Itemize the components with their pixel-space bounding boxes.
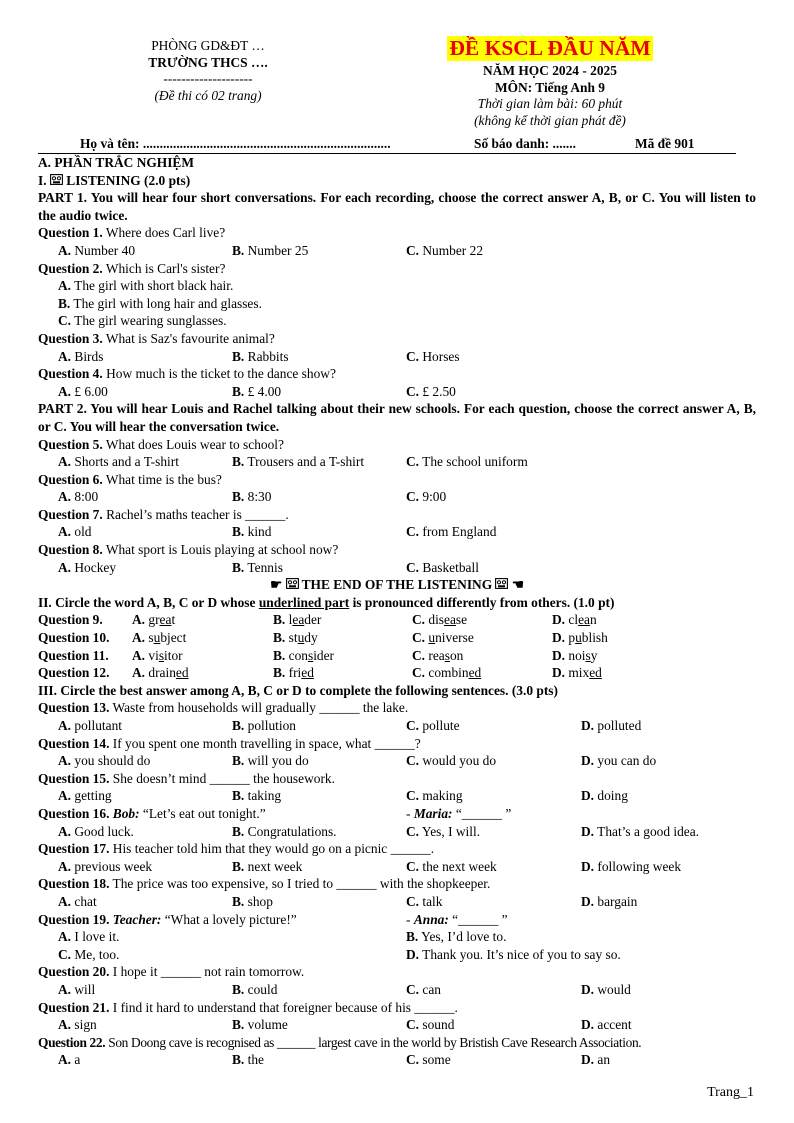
option-c: C. universe [412, 630, 474, 646]
option-d: D. accent [581, 1017, 632, 1033]
page-count-note: (Đề thi có 02 trang) [154, 87, 262, 103]
options-16 [38, 823, 756, 841]
option-b: B. consider [273, 647, 335, 663]
option-c: C. from England [406, 524, 497, 540]
question-1: Question 1. Where does Carl live? [38, 225, 226, 241]
header-left [118, 38, 298, 104]
option-b: B. volume [232, 1017, 288, 1033]
option-b: B. Tennis [232, 559, 283, 575]
question-6: Question 6. What time is the bus? [38, 471, 222, 487]
option-c: C. some [406, 1052, 451, 1068]
question-20: Question 20. I hope it ______ not rain tomorrow. [38, 964, 305, 980]
options-14 [38, 752, 756, 770]
option-c: C. Yes, I will. [406, 823, 481, 839]
option-b: B. £ 4.00 [232, 383, 282, 399]
options-18 [38, 893, 756, 911]
school-name: TRƯỜNG THCS …. [148, 54, 268, 70]
options-6 [38, 488, 756, 506]
question-4: Question 4. How much is the ticket to the dance show? [38, 366, 336, 382]
question-19: Question 19. Teacher: “What a lovely picture!” - Anna: “______ ” [38, 911, 508, 927]
section-a-heading: A. PHẦN TRẮC NGHIỆM [38, 155, 194, 170]
options-8 [38, 559, 756, 577]
option-c: C. combined [412, 665, 482, 681]
student-info-line [38, 135, 736, 154]
options-1 [38, 242, 756, 260]
department: PHÒNG GD&ĐT … [151, 38, 265, 53]
question-11: Question 11. A. visitor B. consider C. reason D. noisy [38, 647, 598, 663]
option-b: B. kind [232, 524, 272, 540]
option-d: D. clean [552, 612, 597, 628]
option-c: C. pollute [406, 718, 460, 733]
option-c: C. £ 2.50 [406, 383, 456, 399]
option-b: B. taking [232, 788, 282, 804]
options-4 [38, 383, 756, 401]
name-field: Họ và tên: .......................................................................... [80, 136, 391, 151]
question-16: Question 16. Bob: “Let’s eat out tonight.” - Maria: “______ ” [38, 805, 512, 821]
option-c: C. disease [412, 612, 468, 628]
option-b: B. Number 25 [232, 242, 309, 258]
option-d: D. Thank you. It’s nice of you to say so. [406, 946, 621, 962]
option-a: A. £ 6.00 [58, 383, 108, 399]
option-d: D. doing [581, 788, 628, 804]
option-a: A. getting [58, 788, 112, 804]
option-a: A. pollutant [58, 718, 122, 733]
option-a: A. subject [132, 630, 187, 646]
question-3: Question 3. What is Saz's favourite animal? [38, 330, 275, 346]
option-d: D. mixed [552, 665, 602, 681]
option-d: D. That’s a good idea. [581, 823, 700, 839]
option-c: C. the next week [406, 858, 497, 874]
option-d: D. following week [581, 858, 682, 874]
question-13: Question 13. Waste from households will gradually ______ the lake. [38, 700, 409, 716]
option-a: A. The girl with short black hair. [58, 278, 234, 294]
option-b: B. shop [232, 893, 273, 909]
option-c: C. talk [406, 893, 443, 909]
question-18: Question 18. The price was too expensive, so I tried to ______ with the shopkeeper. [38, 876, 491, 892]
question-17: Question 17. His teacher told him that they would go on a picnic ______. [38, 841, 435, 857]
option-a: A. drained [132, 665, 189, 681]
options-19-ab [38, 928, 756, 946]
time-limit: Thời gian làm bài: 60 phút [477, 96, 623, 111]
option-b: B. the [232, 1052, 264, 1068]
question-15: Question 15. She doesn’t mind ______ the housework. [38, 770, 335, 786]
question-9: Question 9. A. great B. leader C. disease D. clean [38, 612, 597, 628]
option-a: A. Good luck. [58, 823, 134, 839]
option-a: A. Birds [58, 348, 104, 364]
option-c: C. Basketball [406, 559, 479, 575]
exam-title: ĐỀ KSCL ĐẦU NĂM [449, 36, 651, 60]
options-13 [38, 717, 756, 735]
option-b: B. could [232, 981, 278, 997]
options-5 [38, 453, 756, 471]
section-3-heading: III. Circle the best answer among A, B, C or D to complete the following sentences. (3.0 pts) [38, 682, 558, 698]
options-7 [38, 523, 756, 541]
header-right [430, 36, 670, 129]
option-b: B. Yes, I’d love to. [406, 929, 507, 945]
option-a: A. you should do [58, 753, 151, 769]
option-d: D. publish [552, 630, 608, 646]
option-b: B. pollution [232, 718, 296, 733]
option-a: A. Shorts and a T-shirt [58, 454, 179, 470]
option-b: B. 8:30 [232, 489, 272, 505]
option-d: D. noisy [552, 647, 598, 663]
option-b: B. Trousers and a T-shirt [232, 454, 365, 470]
candidate-number-field: Số báo danh: ....... [474, 136, 576, 151]
listening-heading: I. LISTENING (2.0 pts) [38, 172, 191, 188]
question-8: Question 8. What sport is Louis playing at school now? [38, 542, 339, 558]
cassette-icon [50, 172, 63, 190]
question-12: Question 12. A. drained B. fried C. combined D. mixed [38, 665, 602, 681]
question-21: Question 21. I find it hard to understand that foreigner because of his ______. [38, 999, 458, 1015]
option-c: C. 9:00 [406, 489, 447, 505]
option-d: D. you can do [581, 753, 657, 769]
option-b: B. Rabbits [232, 348, 289, 364]
option-b: B. will you do [232, 753, 309, 769]
part1-instructions: PART 1. You will hear four short conversations. For each recording, choose the correct answer A, B, or C. You will listen to the audio twice. [38, 190, 756, 223]
option-c: C. can [406, 981, 441, 997]
option-c: C. The girl wearing sunglasses. [58, 313, 227, 329]
option-b: B. Congratulations. [232, 823, 337, 839]
options-20 [38, 981, 756, 999]
option-d: D. would [581, 981, 631, 997]
option-c: C. sound [406, 1017, 455, 1033]
question-2: Question 2. Which is Carl's sister? [38, 260, 226, 276]
option-a: A. visitor [132, 647, 183, 663]
option-d: D. polluted [581, 718, 642, 733]
options-22 [38, 1051, 756, 1069]
option-a: A. will [58, 981, 96, 997]
cassette-icon [286, 576, 299, 594]
page-number: Trang_1 [707, 1085, 754, 1100]
option-c: C. would you do [406, 753, 497, 769]
option-d: D. an [581, 1052, 611, 1068]
option-a: A. old [58, 524, 92, 540]
option-a: A. 8:00 [58, 489, 99, 505]
options-19-cd [38, 946, 756, 964]
option-a: A. I love it. [58, 929, 120, 945]
question-7: Question 7. Rachel’s maths teacher is ______. [38, 506, 289, 522]
option-a: A. sign [58, 1017, 97, 1033]
section-2-heading: II. Circle the word A, B, C or D whose underlined part is pronounced differently from others. (1.0 pt) [38, 594, 615, 610]
option-c: C. reason [412, 647, 464, 663]
option-b: B. study [273, 630, 318, 646]
question-14: Question 14. If you spent one month travelling in space, what ______? [38, 735, 421, 751]
school-year: NĂM HỌC 2024 - 2025 [483, 63, 617, 78]
exam-code: Mã đề 901 [635, 136, 695, 151]
hand-pointing-right-icon: ☛ [270, 577, 283, 593]
option-a: A. great [132, 612, 176, 628]
option-b: B. leader [273, 612, 322, 628]
option-c: C. Number 22 [406, 242, 484, 258]
part2-instructions: PART 2. You will hear Louis and Rachel talking about their new schools. For each question, choose the correct answer A, B, or C. You will hear the conversation twice. [38, 401, 756, 434]
question-10: Question 10. A. subject B. study C. universe D. publish [38, 630, 608, 646]
option-c: C. The school uniform [406, 454, 528, 470]
options-21 [38, 1016, 756, 1034]
subject: MÔN: Tiếng Anh 9 [494, 79, 605, 95]
option-b: B. next week [232, 858, 303, 874]
question-22: Question 22. Son Doong cave is recognised as ______ largest cave in the world by Bristish Cave Research Association. [38, 1034, 642, 1050]
option-c: C. making [406, 788, 463, 804]
option-c: C. Me, too. [58, 946, 120, 962]
header-separator: -------------------- [163, 71, 253, 86]
cassette-icon [495, 576, 508, 594]
exam-content [38, 154, 756, 1069]
option-a: A. chat [58, 893, 97, 909]
option-a: A. Hockey [58, 559, 117, 575]
option-c: C. Horses [406, 348, 460, 364]
option-d: D. bargain [581, 893, 638, 909]
options-15 [38, 787, 756, 805]
end-of-listening: ☛ THE END OF THE LISTENING ☚ [270, 577, 524, 593]
option-b: B. The girl with long hair and glasses. [58, 295, 262, 311]
options-17 [38, 858, 756, 876]
option-a: A. a [58, 1052, 81, 1068]
hand-pointing-left-icon: ☚ [511, 577, 524, 593]
time-note: (không kể thời gian phát đề) [474, 112, 626, 128]
option-a: A. previous week [58, 858, 153, 874]
question-5: Question 5. What does Louis wear to school? [38, 436, 284, 452]
option-a: A. Number 40 [58, 242, 136, 258]
option-b: B. fried [273, 665, 314, 681]
options-3 [38, 348, 756, 366]
